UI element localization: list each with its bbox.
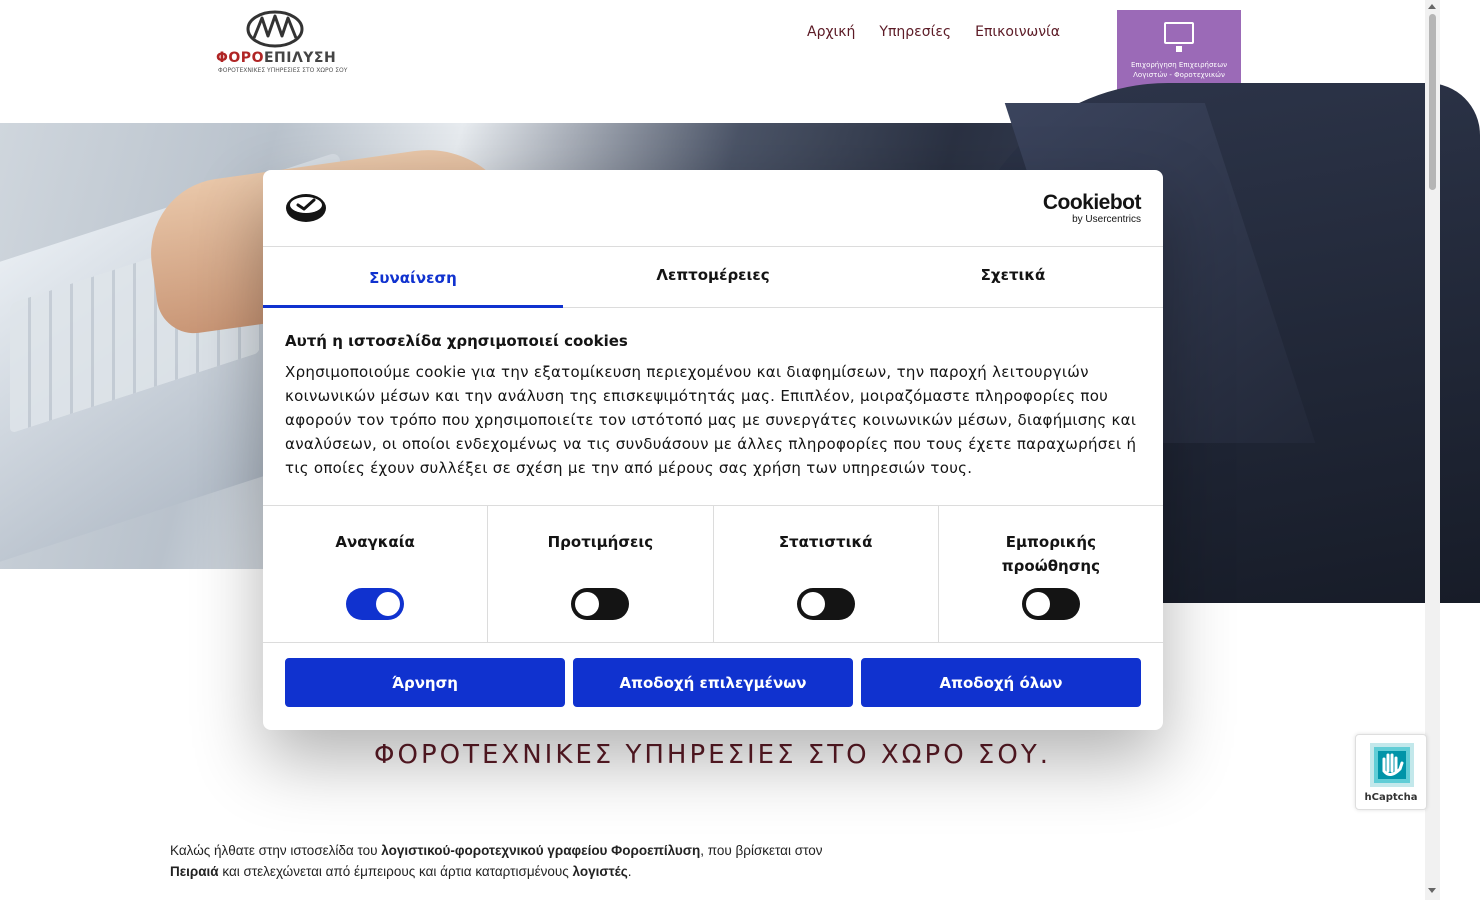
logo-name-part2: ΕΠΙΛΥΣΗ [263,50,337,66]
category-preferences [488,506,713,642]
intro-text-1: Καλώς ήλθατε στην ιστοσελίδα του [170,843,382,858]
dialog-actions [285,658,1141,707]
hcaptcha-badge[interactable] [1355,734,1427,810]
scrollbar-thumb[interactable] [1429,14,1436,190]
consent-description: Χρησιμοποιούμε cookie για την εξατομίκευση περιεχομένου και διαφημίσεων, την παροχή λειτουργιών κοινωνικών μέσων και την ανάλυση της επισκεψιμότητάς μας. Επιπλέον, μοιραζόμαστε πληροφορίες που αφορούν τον τρόπο που χρησιμοποιείτε τον ιστότοπό μας με συνεργάτες κοινωνικών μέσων, διαφήμισης και αναλύσεων, οι οποίοι ενδεχομένως να τις συνδυάσουν με άλλες πληροφορίες που τους έχετε παραχωρήσει ή τις οποίες έχουν συλλέξει σε σχέση με την από μέρους σας χρήση των υπηρεσιών τους. [285,363,1137,477]
scroll-up-arrow-icon[interactable] [1428,4,1436,9]
necessary-toggle[interactable] [346,588,404,620]
toggle-knob [575,592,599,616]
cookie-category-toggles [263,505,1163,643]
intro-text-4: . [627,864,632,879]
main-nav [807,24,1084,40]
intro-bold-2: Πειραιά [170,864,219,879]
category-label: Στατιστικά [778,533,873,551]
deny-button[interactable]: Άρνηση [285,658,565,707]
page-scrollbar[interactable] [1425,0,1440,900]
nav-home-link[interactable]: Αρχική [807,24,856,40]
tab-about[interactable]: Σχετικά [980,266,1046,284]
toggle-knob [376,592,400,616]
consent-body [285,332,1141,480]
logo-name-part1: ΦΟΡΟ [216,50,264,66]
page-tagline: ΦΟΡΟΤΕΧΝΙΚΕΣ ΥΠΗΡΕΣΙΕΣ ΣΤΟ ΧΩΡΟ ΣΟΥ. [374,740,1051,770]
dialog-tabs [263,247,1163,308]
category-label: Προτιμήσεις [547,533,654,551]
category-statistics [714,506,939,642]
category-necessary [263,506,488,642]
intro-text-2: , που βρίσκεται στον [700,843,823,858]
hcaptcha-label: hCaptcha [1364,792,1418,803]
accept-selected-button[interactable]: Αποδοχή επιλεγμένων [573,658,853,707]
logo-subtitle: ΦΟΡΟΤΕΧΝΙΚΕΣ ΥΠΗΡΕΣΙΕΣ ΣΤΟ ΧΩΡΟ ΣΟΥ [218,67,348,74]
monitor-icon [1164,22,1194,44]
intro-text-3: και στελεχώνεται από έμπειρους και άρτια καταρτισμένους [218,864,573,879]
cookiebot-brand[interactable] [1043,192,1141,225]
toggle-knob [1026,592,1050,616]
brand-name: Cookiebot [1042,191,1141,214]
category-label: Αναγκαία [335,533,415,551]
cookie-consent-dialog [263,170,1163,730]
scroll-down-arrow-icon[interactable] [1428,888,1436,893]
brand-subtitle: by Usercentrics [1072,214,1141,225]
nav-services-link[interactable]: Υπηρεσίες [879,24,952,40]
logo-emblem-icon [246,10,304,48]
dialog-header [263,170,1163,247]
intro-paragraph [170,840,870,882]
category-marketing [939,506,1163,642]
cookiebot-logo-icon [285,192,327,224]
promo-line-2: Λογιστών - Φοροτεχνικών [1133,71,1225,79]
intro-bold-1: λογιστικού-φοροτεχνικού γραφείου Φοροεπίλυση [381,843,701,858]
marketing-toggle[interactable] [1022,588,1080,620]
category-label: Εμπορικής προώθησης [1001,533,1100,575]
tab-details[interactable]: Λεπτομέρειες [656,266,770,284]
logo-name [216,50,337,66]
nav-contact-link[interactable]: Επικοινωνία [975,24,1061,40]
consent-heading: Αυτή η ιστοσελίδα χρησιμοποιεί cookies [285,332,628,350]
site-logo[interactable] [216,10,348,78]
intro-bold-3: λογιστές [572,864,628,879]
promo-text [1117,60,1241,80]
statistics-toggle[interactable] [797,588,855,620]
hcaptcha-icon [1368,741,1416,789]
accept-all-button[interactable]: Αποδοχή όλων [861,658,1141,707]
preferences-toggle[interactable] [571,588,629,620]
toggle-knob [801,592,825,616]
promo-line-1: Επιχορήγηση Επιχειρήσεων [1131,61,1227,69]
tab-consent[interactable]: Συναίνεση [263,247,563,307]
